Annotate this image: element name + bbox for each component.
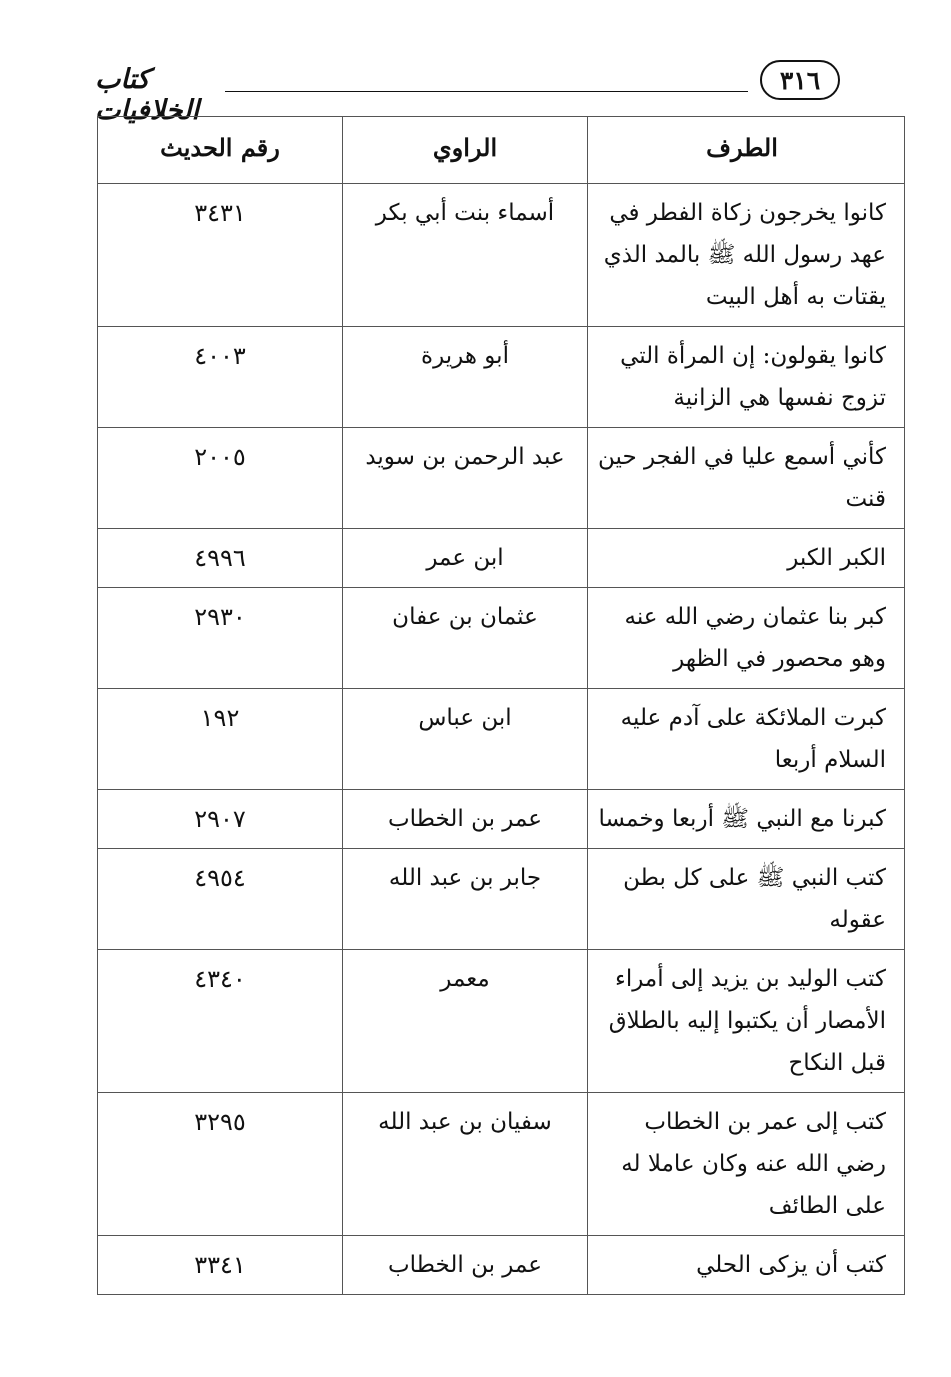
hadith-number-cell: ٣٢٩٥: [98, 1093, 343, 1236]
tarf-cell: كبرت الملائكة على آدم عليه السلام أربعا: [588, 689, 905, 790]
table-row: [98, 1236, 905, 1295]
column-header-rawi: الراوي: [343, 117, 588, 184]
hadith-number-cell: ١٩٢: [98, 689, 343, 790]
page-number: ٣١٦: [760, 60, 840, 100]
hadith-number-cell: ٢٠٠٥: [98, 428, 343, 529]
table-header-row: [98, 117, 905, 184]
hadith-number-cell: ٣٣٤١: [98, 1236, 343, 1295]
table-row: [98, 428, 905, 529]
tarf-cell: الكبر الكبر: [588, 529, 905, 588]
book-title: كتاب الخلافيات: [95, 64, 199, 126]
table-row: [98, 529, 905, 588]
column-header-tarf: الطرف: [588, 117, 905, 184]
hadith-number-cell: ٢٩٣٠: [98, 588, 343, 689]
header-divider: [225, 91, 748, 92]
rawi-cell: عبد الرحمن بن سويد: [343, 428, 588, 529]
tarf-cell: كتب أن يزكى الحلي: [588, 1236, 905, 1295]
rawi-cell: عمر بن الخطاب: [343, 1236, 588, 1295]
table-row: [98, 790, 905, 849]
rawi-cell: جابر بن عبد الله: [343, 849, 588, 950]
table-row: [98, 689, 905, 790]
tarf-cell: كانوا يقولون: إن المرأة التي تزوج نفسها هي الزانية: [588, 327, 905, 428]
table-row: [98, 184, 905, 327]
hadith-number-cell: ٣٤٣١: [98, 184, 343, 327]
tarf-cell: كبرنا مع النبي ﷺ أربعا وخمسا: [588, 790, 905, 849]
rawi-cell: أسماء بنت أبي بكر: [343, 184, 588, 327]
table-row: [98, 1093, 905, 1236]
hadith-number-cell: ٤٩٩٦: [98, 529, 343, 588]
tarf-cell: كبر بنا عثمان رضي الله عنه وهو محصور في الظهر: [588, 588, 905, 689]
tarf-cell: كتب الوليد بن يزيد إلى أمراء الأمصار أن يكتبوا إليه بالطلاق قبل النكاح: [588, 950, 905, 1093]
hadith-index-table: [97, 116, 905, 1295]
hadith-number-cell: ٤٩٥٤: [98, 849, 343, 950]
hadith-number-cell: ٤٠٠٣: [98, 327, 343, 428]
table-row: [98, 849, 905, 950]
hadith-number-cell: ٤٣٤٠: [98, 950, 343, 1093]
tarf-cell: كتب إلى عمر بن الخطاب رضي الله عنه وكان عاملا له على الطائف: [588, 1093, 905, 1236]
tarf-cell: كتب النبي ﷺ على كل بطن عقوله: [588, 849, 905, 950]
rawi-cell: سفيان بن عبد الله: [343, 1093, 588, 1236]
page-header: [95, 58, 840, 126]
table-row: [98, 950, 905, 1093]
hadith-number-cell: ٢٩٠٧: [98, 790, 343, 849]
rawi-cell: عثمان بن عفان: [343, 588, 588, 689]
table-row: [98, 327, 905, 428]
rawi-cell: عمر بن الخطاب: [343, 790, 588, 849]
column-header-number: رقم الحديث: [98, 117, 343, 184]
tarf-cell: كانوا يخرجون زكاة الفطر في عهد رسول الله ﷺ بالمد الذي يقتات به أهل البيت: [588, 184, 905, 327]
rawi-cell: ابن عباس: [343, 689, 588, 790]
rawi-cell: معمر: [343, 950, 588, 1093]
rawi-cell: ابن عمر: [343, 529, 588, 588]
table-row: [98, 588, 905, 689]
tarf-cell: كأني أسمع عليا في الفجر حين قنت: [588, 428, 905, 529]
rawi-cell: أبو هريرة: [343, 327, 588, 428]
